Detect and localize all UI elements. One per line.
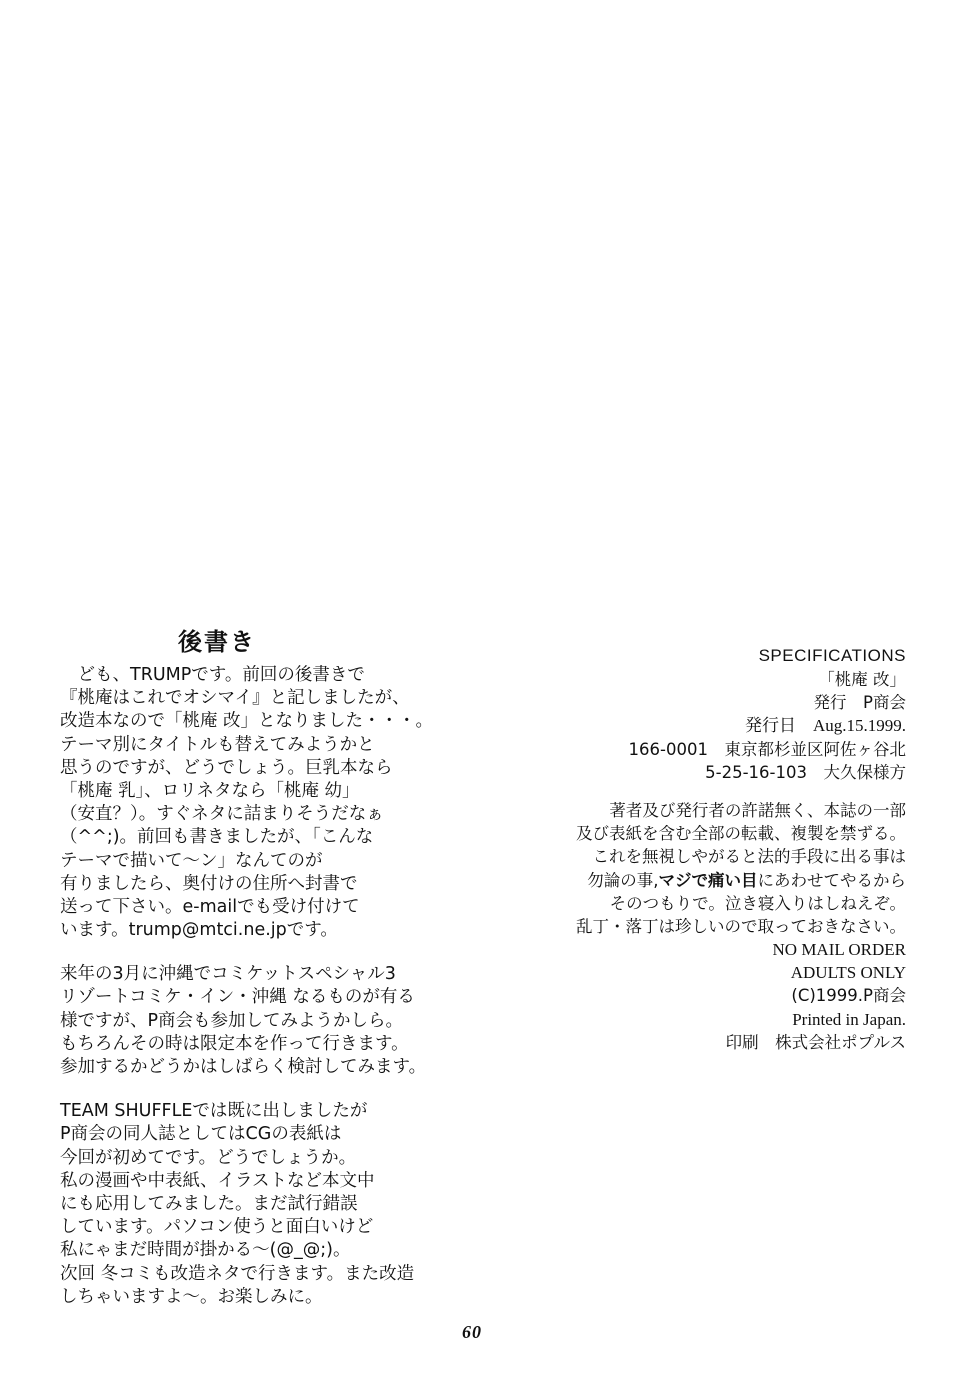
specifications-heading: SPECIFICATIONS — [758, 646, 906, 665]
afterword-line: 今回が初めてです。どうでしょうか。 — [60, 1147, 357, 1168]
afterword-line: 参加するかどうかはしばらく検討してみます。 — [60, 1057, 427, 1077]
afterword-title: 後書き — [178, 628, 256, 656]
afterword-line: 様ですが、P商会も参加してみようかしら。 — [60, 1010, 404, 1031]
notice-line-3: これを無視しやがると法的手段に出る事は — [592, 847, 906, 867]
afterword-line: テーマ別にタイトルも替えてみようかと — [60, 734, 375, 755]
address-line-1: 166-0001 東京都杉並区阿佐ヶ谷北 — [628, 739, 906, 759]
afterword-line: います。trump@mtci.ne.jpです。 — [60, 920, 338, 941]
afterword-paragraph — [60, 963, 490, 1079]
adults-only: ADULTS ONLY — [790, 963, 906, 983]
notice-line-4-end: にあわせてやるから — [757, 870, 906, 890]
afterword-line: （安直？）。すぐネタに詰まりそうだなぁ — [60, 804, 384, 825]
afterword-line: （^^;)。前回も書きましたが、「こんな — [60, 827, 374, 848]
afterword-line: リゾートコミケ・イン・沖縄 なるものが有る — [60, 987, 415, 1008]
afterword-line: 思うのですが、どうでしょう。巨乳本なら — [60, 757, 393, 778]
afterword-line: 改造本なので「桃庵 改」となりました・・・。 — [60, 711, 434, 732]
afterword-line: 「桃庵 乳」、ロリネタなら「桃庵 幼」 — [60, 780, 360, 801]
book-title: 「桃庵 改」 — [818, 670, 906, 689]
afterword-line: 私にゃまだ時間が掛かる〜(@_@;)。 — [60, 1240, 351, 1261]
publisher: 発行 P商会 — [813, 693, 906, 713]
afterword-line: 来年の3月に沖縄でコミケットスペシャル3 — [60, 964, 396, 985]
specifications-block — [486, 644, 906, 1054]
notice-line-1: 著者及び発行者の許諾無く、本誌の一部 — [609, 800, 906, 820]
afterword-line: もちろんその時は限定本を作って行きます。 — [60, 1033, 409, 1054]
afterword-line: ども、TRUMPです。前回の後書きで — [60, 665, 365, 685]
afterword-line: 私の漫画や中表紙、イラストなど本文中 — [60, 1170, 375, 1191]
afterword-line: 『桃庵はこれでオシマイ』と記しましたが、 — [60, 688, 410, 709]
afterword-line: TEAM SHUFFLEでは既に出しましたが — [60, 1101, 368, 1122]
afterword-paragraph — [60, 664, 490, 942]
afterword-line: テーマで描いて〜ン」なんてのが — [60, 850, 323, 871]
printed-in: Printed in Japan. — [792, 1009, 906, 1029]
afterword-line: 有りましたら、奥付けの住所へ封書で — [60, 873, 358, 894]
afterword-line: P商会の同人誌としてはCGの表紙は — [60, 1124, 342, 1145]
notice-line-4 — [486, 869, 906, 892]
notice-line-5: そのつもりで。泣き寝入りはしねえぞ。 — [609, 893, 906, 913]
afterword-paragraph — [60, 1100, 490, 1309]
afterword-line: 次回 冬コミも改造ネタで行きます。また改造 — [60, 1263, 415, 1284]
notice-line-6: 乱丁・落丁は珍しいので取っておきなさい。 — [576, 916, 906, 936]
afterword-line: しています。パソコン使うと面白いけど — [60, 1217, 374, 1238]
notice-emphasis: マジで痛い目 — [658, 870, 758, 890]
no-mail-order: NO MAIL ORDER — [772, 940, 906, 960]
issue-date: 発行日 Aug.15.1999. — [744, 716, 906, 736]
address-line-2: 5-25-16-103 大久保様方 — [705, 762, 906, 782]
copyright: (C)1999.P商会 — [791, 986, 906, 1006]
notice-line-4-start: 勿論の事, — [587, 870, 659, 890]
afterword-line: しちゃいますよ〜。お楽しみに。 — [60, 1286, 323, 1307]
notice-line-2: 及び表紙を含む全部の転載、複製を禁ずる。 — [576, 824, 906, 844]
page-number: 60 — [462, 1322, 482, 1342]
afterword-line: 送って下さい。e-mailでも受け付けて — [60, 896, 360, 917]
printer: 印刷 株式会社ポプルス — [725, 1032, 906, 1052]
afterword-line: にも応用してみました。まだ試行錯誤 — [60, 1193, 358, 1214]
afterword-body — [60, 664, 490, 1330]
